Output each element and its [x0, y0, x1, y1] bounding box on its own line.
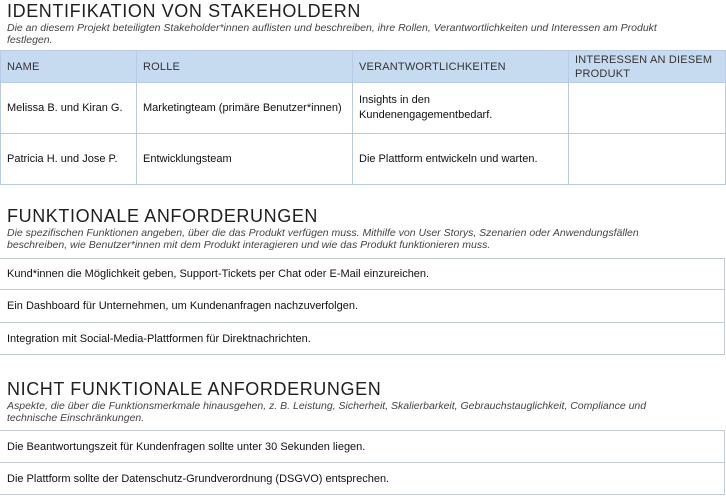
nonfunctional-section — [0, 378, 726, 495]
nonfunctional-list — [0, 430, 726, 495]
nonfunctional-description: Aspekte, die über die Funktionsmerkmale hinausgehen, z. B. Leistung, Sicherheit, Skalierbarkeit, Gebrauchstauglichkeit, Compliance und technische Einschränkungen. — [7, 400, 647, 424]
stakeholder-heading: IDENTIFIKATION VON STAKEHOLDERN — [7, 1, 361, 21]
cell-responsibilities[interactable]: Insights in den Kundenengagementbedarf. — [353, 83, 569, 134]
header-role: ROLLE — [137, 51, 353, 83]
table-row — [1, 83, 726, 134]
list-item[interactable]: Kund*innen die Möglichkeit geben, Support-Tickets per Chat oder E-Mail einzureichen. — [0, 258, 725, 290]
cell-responsibilities[interactable]: Die Plattform entwickeln und warten. — [353, 134, 569, 185]
stakeholder-table-header — [1, 51, 726, 83]
functional-list — [0, 258, 726, 355]
nonfunctional-heading: NICHT FUNKTIONALE ANFORDERUNGEN — [7, 379, 382, 399]
stakeholder-section — [0, 0, 726, 185]
stakeholder-table — [0, 50, 726, 185]
stakeholder-description: Die an diesem Projekt beteiligten Stakeholder*innen auflisten und beschreiben, ihre Rollen, Verantwortlichkeiten und Interessen am Produkt festlegen. — [7, 22, 657, 46]
cell-role[interactable]: Marketingteam (primäre Benutzer*innen) — [137, 83, 353, 134]
functional-section — [0, 205, 726, 355]
cell-name[interactable]: Melissa B. und Kiran G. — [1, 83, 137, 134]
list-item[interactable]: Die Beantwortungszeit für Kundenfragen sollte unter 30 Sekunden liegen. — [0, 430, 725, 463]
cell-name[interactable]: Patricia H. und Jose P. — [1, 134, 137, 185]
cell-interests[interactable] — [569, 83, 726, 134]
table-row — [1, 134, 726, 185]
functional-heading: FUNKTIONALE ANFORDERUNGEN — [7, 206, 319, 226]
list-item[interactable]: Ein Dashboard für Unternehmen, um Kundenanfragen nachzuverfolgen. — [0, 290, 725, 323]
header-responsibilities: VERANTWORTLICHKEITEN — [353, 51, 569, 83]
list-item[interactable]: Die Plattform sollte der Datenschutz-Grundverordnung (DSGVO) entsprechen. — [0, 463, 725, 495]
header-name: NAME — [1, 51, 137, 83]
list-item[interactable]: Integration mit Social-Media-Plattformen für Direktnachrichten. — [0, 323, 725, 355]
header-interests: INTERESSEN AN DIESEM PRODUKT — [569, 51, 726, 83]
cell-interests[interactable] — [569, 134, 726, 185]
cell-role[interactable]: Entwicklungsteam — [137, 134, 353, 185]
functional-description: Die spezifischen Funktionen angeben, über die das Produkt verfügen muss. Mithilfe von User Storys, Szenarien oder Anwendungsfällen beschreiben, wie Benutzer*innen mit dem Produkt interagieren und wie das Produkt funktionieren muss. — [7, 227, 639, 251]
